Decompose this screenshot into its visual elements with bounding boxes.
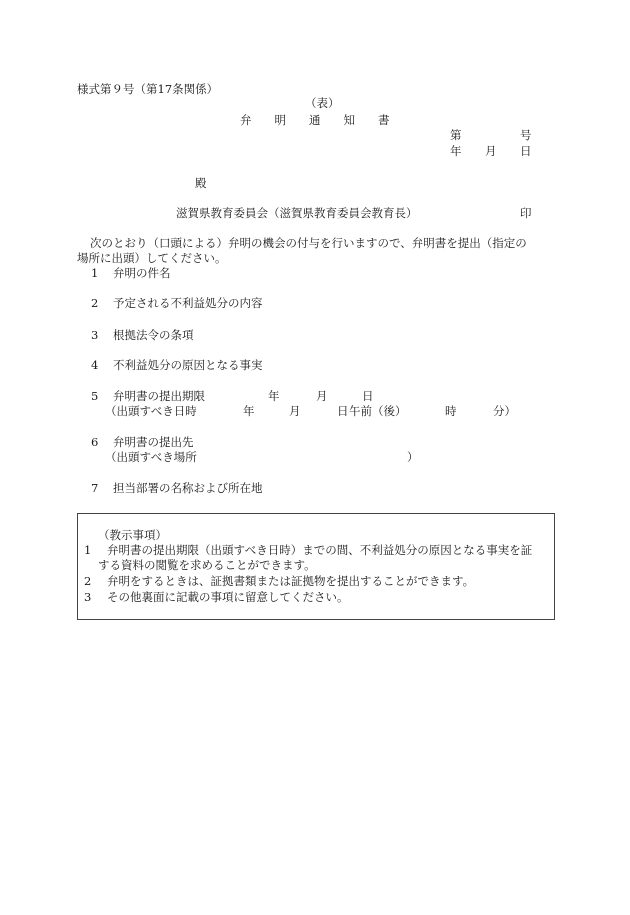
item-number: 4 bbox=[91, 358, 99, 372]
date-year: 年 bbox=[450, 144, 462, 158]
recipient-suffix: 殿 bbox=[195, 176, 207, 190]
item-number: 2 bbox=[91, 296, 99, 310]
issuer: 滋賀県教育委員会（滋賀県教育委員会教育長） bbox=[176, 206, 418, 220]
notice-line-3: その他裏面に記載の事項に留意してください。 bbox=[107, 590, 349, 604]
item-number: 7 bbox=[91, 481, 99, 495]
item-number: 5 bbox=[91, 389, 99, 403]
appearance-month: 月 bbox=[289, 404, 301, 418]
appearance-place-open: （出頭すべき場所 bbox=[105, 450, 197, 464]
notice-line-1a: 弁明書の提出期限（出頭すべき日時）までの間、不利益処分の原因となる事実を証 bbox=[107, 543, 533, 557]
item-label: 弁明書の提出期限 bbox=[113, 389, 205, 403]
appearance-place-close: ） bbox=[407, 450, 419, 464]
item-label: 担当部署の名称および所在地 bbox=[113, 481, 263, 495]
doc-number-go: 号 bbox=[520, 128, 532, 142]
appearance-year: 年 bbox=[243, 404, 255, 418]
notice-line-1b: する資料の閲覧を求めることができます。 bbox=[98, 558, 316, 572]
appearance-minute: 分） bbox=[493, 404, 516, 418]
intro-line-1: 次のとおり（口頭による）弁明の機会の付与を行いますので、弁明書を提出（指定の bbox=[90, 236, 527, 250]
notice-line-2: 弁明をするときは、証拠書類または証拠物を提出することができます。 bbox=[107, 574, 475, 588]
date-day: 日 bbox=[520, 144, 532, 158]
form-number: 様式第９号（第17条関係） bbox=[77, 82, 219, 96]
item-number: 3 bbox=[91, 328, 99, 342]
deadline-year: 年 bbox=[268, 389, 280, 403]
item-label: 根拠法令の条項 bbox=[113, 328, 194, 342]
intro-line-2: 場所に出頭）してください。 bbox=[77, 251, 227, 265]
notice-number: 3 bbox=[84, 590, 92, 604]
notice-heading: （教示事項） bbox=[98, 528, 167, 542]
notice-number: 1 bbox=[84, 543, 92, 557]
side-label: （表） bbox=[305, 96, 340, 110]
item-number: 1 bbox=[91, 266, 99, 280]
item-label: 弁明書の提出先 bbox=[113, 435, 194, 449]
appearance-ampm: 午前（後） bbox=[349, 404, 407, 418]
doc-number-dai: 第 bbox=[450, 128, 462, 142]
item-number: 6 bbox=[91, 435, 99, 449]
item-label: 弁明の件名 bbox=[113, 266, 171, 280]
item-label: 不利益処分の原因となる事実 bbox=[113, 358, 263, 372]
notice-number: 2 bbox=[84, 574, 92, 588]
appearance-day: 日 bbox=[337, 404, 349, 418]
item-label: 予定される不利益処分の内容 bbox=[113, 296, 263, 310]
deadline-month: 月 bbox=[316, 389, 328, 403]
deadline-day: 日 bbox=[362, 389, 374, 403]
appearance-time-open: （出頭すべき日時 bbox=[105, 404, 197, 418]
page-title: 弁 明 通 知 書 bbox=[240, 113, 390, 127]
date-month: 月 bbox=[485, 144, 497, 158]
appearance-hour: 時 bbox=[445, 404, 457, 418]
seal-mark: 印 bbox=[520, 206, 532, 220]
